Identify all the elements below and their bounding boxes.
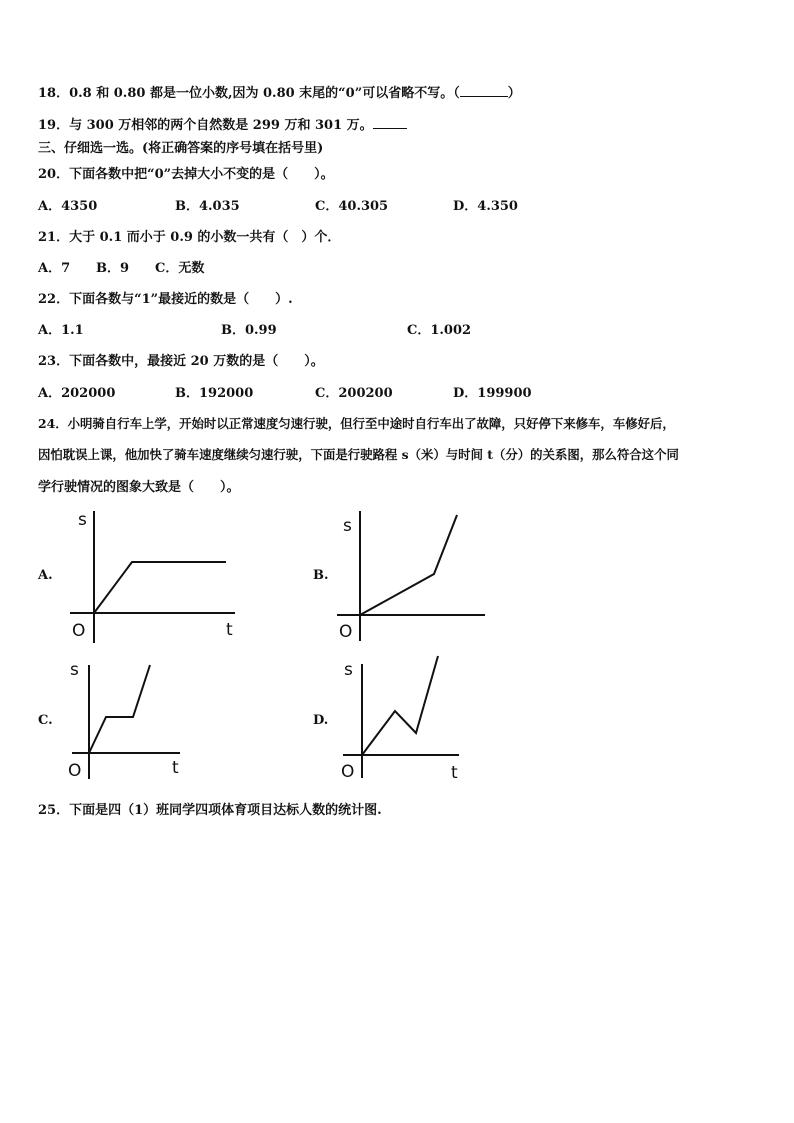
q20-option-c[interactable]: C．40.305 (315, 199, 389, 214)
graph-b[interactable] (335, 505, 495, 645)
q23-option-a[interactable]: A．202000 (38, 386, 116, 401)
question-23-stem: 23．下面各数中，最接近 20 万数的是（ ）。 (38, 354, 324, 369)
graph-b-origin-label: O (339, 622, 353, 642)
graph-c-line (89, 665, 150, 753)
q20-option-a[interactable]: A．4350 (38, 199, 98, 214)
answer-blank-18[interactable] (460, 84, 508, 97)
question-18-close: ） (507, 86, 521, 101)
graph-c-origin-label: O (68, 761, 82, 781)
section-3-title: 三、仔细选一选。(将正确答案的序号填在括号里) (38, 141, 324, 156)
question-19 (38, 116, 407, 134)
answer-blank-19[interactable] (373, 116, 407, 129)
question-22-stem: 22．下面各数与“1”最接近的数是（ ）. (38, 292, 293, 307)
q23-option-c[interactable]: C．200200 (315, 386, 393, 401)
graph-c-t-label: t (172, 758, 179, 778)
graph-c[interactable] (60, 655, 190, 785)
graph-a-label[interactable]: A. (38, 568, 53, 583)
graph-d-s-label: s (344, 660, 353, 680)
q20-option-b[interactable]: B．4.035 (175, 199, 240, 214)
graph-d-t-label: t (451, 763, 458, 783)
graph-a-line (94, 562, 226, 613)
q21-option-a[interactable]: A．7 (38, 261, 71, 276)
graph-d[interactable] (335, 650, 475, 785)
graph-a-t-label: t (226, 620, 233, 640)
q21-option-b[interactable]: B．9 (96, 261, 130, 276)
graph-a[interactable] (60, 505, 250, 645)
q20-option-d[interactable]: D．4.350 (453, 199, 518, 214)
question-18-text: 18．0.8 和 0.80 都是一位小数,因为 0.80 末尾的“0”可以省略不写。（ (38, 86, 460, 101)
question-21-stem: 21．大于 0.1 而小于 0.9 的小数一共有（ ）个． (38, 230, 341, 245)
q22-option-a[interactable]: A．1.1 (38, 323, 84, 338)
question-19-text: 19．与 300 万相邻的两个自然数是 299 万和 301 万。 (38, 118, 373, 133)
graph-c-s-label: s (70, 660, 79, 680)
graph-d-line (362, 656, 438, 755)
q22-option-b[interactable]: B．0.99 (221, 323, 277, 338)
q21-option-c[interactable]: C．无数 (155, 261, 205, 276)
question-18 (38, 84, 521, 102)
graph-c-label[interactable]: C. (38, 713, 53, 728)
graph-d-origin-label: O (341, 762, 355, 782)
graph-b-s-label: s (343, 516, 352, 536)
question-25-stem: 25．下面是四（1）班同学四项体育项目达标人数的统计图. (38, 803, 382, 818)
graph-b-label[interactable]: B. (313, 568, 329, 583)
question-24-line-2: 因怕耽误上课，他加快了骑车速度继续匀速行驶，下面是行驶路程 s（米）与时间 t（分）的关系图，那么符合这个同 (38, 447, 679, 462)
question-20-stem: 20．下面各数中把“0”去掉大小不变的是（ ）。 (38, 167, 334, 182)
q22-option-c[interactable]: C．1.002 (407, 323, 472, 338)
graph-a-s-label: s (78, 510, 87, 530)
question-24-line-3: 学行驶情况的图象大致是（ ）。 (38, 480, 240, 495)
graph-d-label[interactable]: D. (313, 713, 329, 728)
graph-a-origin-label: O (72, 621, 86, 641)
question-24-line-1: 24．小明骑自行车上学，开始时以正常速度匀速行驶，但行至中途时自行车出了故障，只好停下来修车，车修好后， (38, 416, 675, 431)
q23-option-d[interactable]: D．199900 (453, 386, 532, 401)
q23-option-b[interactable]: B．192000 (175, 386, 254, 401)
graph-b-line (360, 515, 457, 615)
